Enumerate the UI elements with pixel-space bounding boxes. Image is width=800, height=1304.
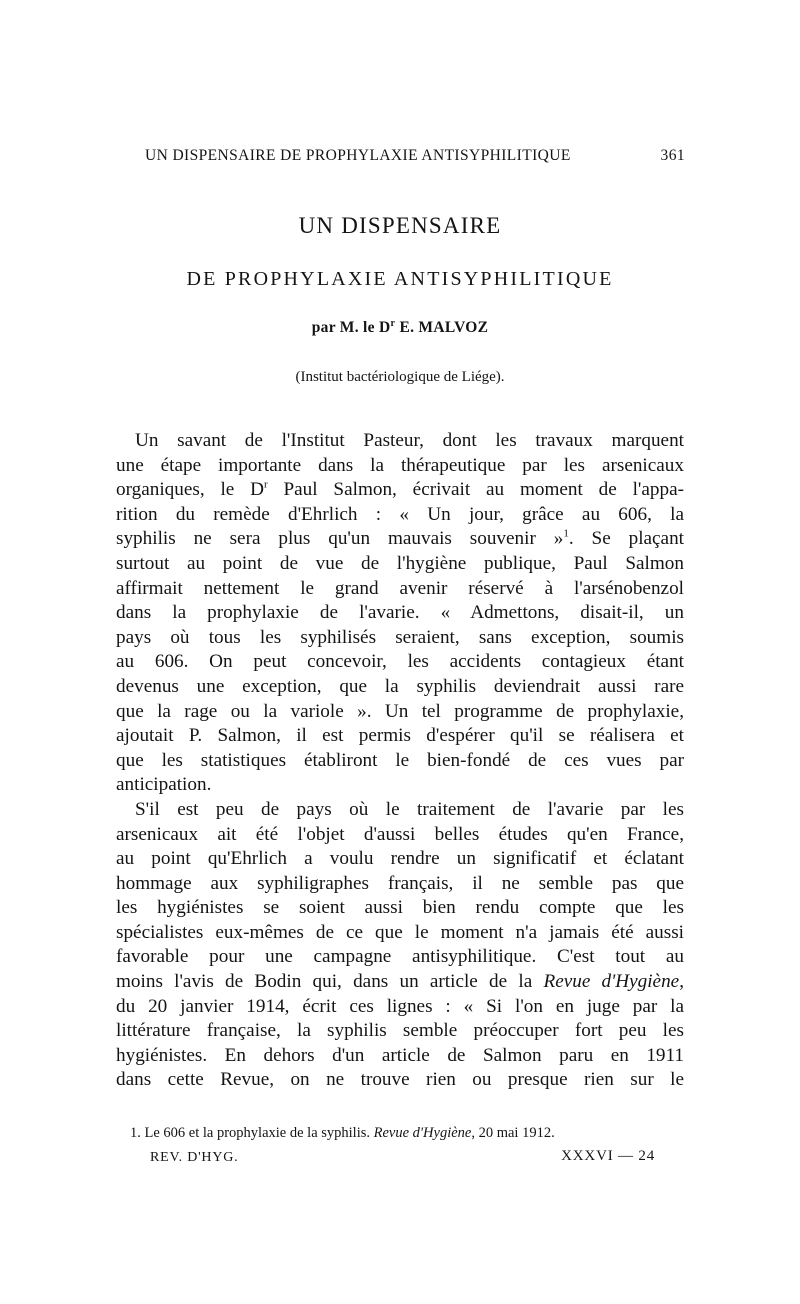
article-title-line1: UN DISPENSAIRE: [298, 213, 502, 238]
body-line: devenus une exception, que la syphilis deviendrait aussi rare: [116, 675, 684, 697]
journal-title: Revue d'Hygiène: [543, 971, 680, 993]
body-line: [116, 478, 684, 503]
body-line-part: . Se plaçant: [568, 528, 684, 550]
author-affiliation: (Institut bactériologique de Liége).: [295, 369, 505, 385]
body-line: du 20 janvier 1914, écrit ces lignes : « Si l'on en juge par la: [116, 995, 684, 1017]
body-line: arsenicaux ait été l'objet d'aussi belles études qu'en France,: [116, 823, 684, 845]
body-line: hommage aux syphiligraphes français, il ne semble pas que: [116, 872, 684, 894]
body-line: favorable pour une campagne antisyphilitique. C'est tout au: [116, 946, 684, 968]
body-line: au 606. On peut concevoir, les accidents contagieux étant: [116, 651, 684, 673]
footnote-text-end: , 20 mai 1912.: [471, 1125, 555, 1141]
signature-journal: REV. D'HYG.: [150, 1150, 239, 1165]
body-line-part: syphilis ne sera plus qu'un mauvais souvenir »: [116, 528, 564, 550]
body-line: pays où tous les syphilisés seraient, sans exception, soumis: [116, 626, 684, 648]
body-line: que la rage ou la variole ». Un tel programme de prophylaxie,: [116, 700, 684, 722]
signature-volume: XXXVI — 24: [561, 1148, 655, 1164]
body-line-part: Paul Salmon, écrivait au moment de l'appa-: [267, 479, 684, 501]
body-line: dans cette Revue, on ne trouve rien ou presque rien sur le: [116, 1069, 684, 1091]
page-number: 361: [660, 147, 685, 164]
body-line: Un savant de l'Institut Pasteur, dont les travaux marquent: [135, 430, 684, 451]
article-body: [116, 429, 684, 1093]
body-line-part: ,: [679, 971, 684, 993]
body-line: spécialistes eux-mêmes de ce que le moment n'a jamais été aussi: [116, 921, 684, 943]
body-line: surtout au point de vue de l'hygiène publique, Paul Salmon: [116, 552, 684, 574]
body-line: que les statistiques établiront le bien-fondé de ces vues par: [116, 749, 684, 771]
running-head-title: UN DISPENSAIRE DE PROPHYLAXIE ANTISYPHILITIQUE: [145, 147, 571, 164]
body-line: les hygiénistes se soient aussi bien rendu compte que les: [116, 897, 684, 919]
body-line: ajoutait P. Salmon, il est permis d'espérer qu'il se réalisera et: [116, 725, 684, 747]
body-line-part: moins l'avis de Bodin qui, dans un article de la: [116, 971, 544, 993]
footnote: [130, 1125, 686, 1142]
body-line: affirmait nettement le grand avenir réservé à l'arsénobenzol: [116, 577, 684, 599]
body-line: une étape importante dans la thérapeutique par les arsenicaux: [116, 454, 684, 476]
body-line: S'il est peu de pays où le traitement de l'avarie par les: [135, 798, 684, 820]
body-line-part: organiques, le D: [116, 479, 264, 501]
body-line: littérature française, la syphilis semble préoccuper fort peu les: [116, 1020, 684, 1042]
footnote-text: 1. Le 606 et la prophylaxie de la syphilis.: [130, 1125, 374, 1141]
byline-post: E. MALVOZ: [395, 319, 489, 337]
body-line: au point qu'Ehrlich a voulu rendre un significatif et éclatant: [116, 848, 684, 870]
body-line-sup: r: [264, 478, 268, 491]
byline-pre: par M. le D: [311, 319, 391, 337]
body-line: [116, 970, 684, 995]
footnote-ref: 1: [563, 527, 569, 540]
body-line: dans la prophylaxie de l'avarie. « Admettons, disait-il, un: [116, 602, 684, 624]
byline-sup: r: [390, 318, 396, 329]
body-line: rition du remède d'Ehrlich : « Un jour, grâce au 606, la: [116, 503, 684, 525]
body-line: anticipation.: [116, 774, 212, 796]
body-line: hygiénistes. En dehors d'un article de Salmon paru en 1911: [116, 1044, 684, 1066]
footnote-journal: Revue d'Hygiène: [373, 1125, 472, 1141]
author-byline: [0, 318, 800, 337]
body-line: [116, 527, 684, 552]
article-title-line2: DE PROPHYLAXIE ANTISYPHILITIQUE: [186, 268, 614, 290]
